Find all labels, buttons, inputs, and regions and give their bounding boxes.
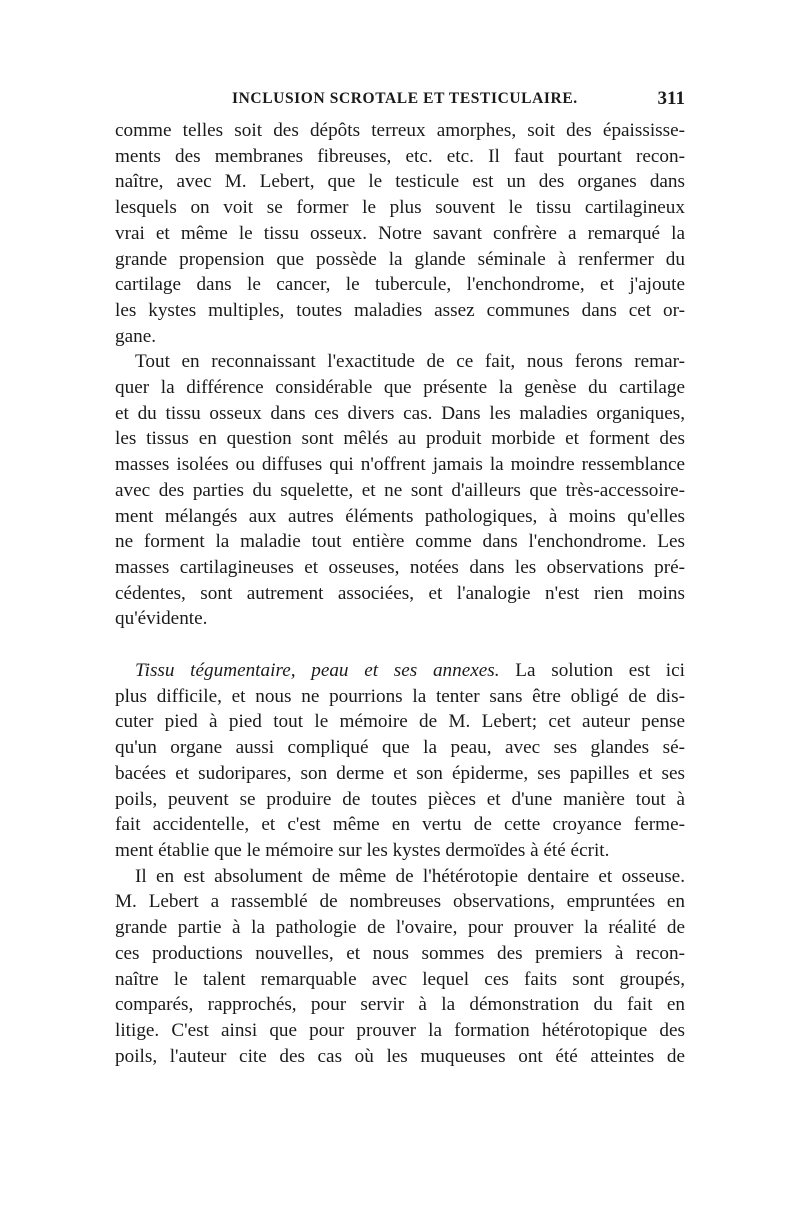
section-heading: Tissu tégumentaire, peau et ses annexes.	[135, 660, 500, 682]
text-line: bacées et sudoripares, son derme et son épiderme, ses papilles et ses	[115, 762, 685, 784]
page-number: 311	[657, 88, 685, 109]
paragraph-2	[115, 349, 685, 632]
running-header	[115, 88, 685, 118]
text-line: poils, l'auteur cite des cas où les muqueuses ont été atteintes de	[115, 1045, 685, 1067]
text-line: qu'un organe aussi compliqué que la peau, avec ses glandes sé-	[115, 737, 685, 759]
text-line: masses isolées ou diffuses qui n'offrent jamais la moindre ressemblance	[115, 454, 685, 476]
text-line: avec des parties du squelette, et ne sont d'ailleurs que très-accessoire-	[115, 479, 685, 501]
text-line: Tout en reconnaissant l'exactitude de ce fait, nous ferons remar-	[135, 351, 685, 373]
text-line: ne forment la maladie tout entière comme dans l'enchondrome. Les	[115, 531, 685, 553]
running-title: INCLUSION SCROTALE ET TESTICULAIRE.	[232, 90, 578, 107]
text-line: et du tissu osseux dans ces divers cas. Dans les maladies organiques,	[115, 402, 685, 424]
text-line: qu'évidente.	[115, 608, 208, 630]
text-line: comme telles soit des dépôts terreux amorphes, soit des épaississe-	[115, 120, 685, 141]
text-line: grande partie à la pathologie de l'ovaire, pour prouver la réalité de	[115, 917, 685, 939]
text-line: vrai et même le tissu osseux. Notre savant confrère a remarqué la	[115, 222, 685, 244]
text-line: cédentes, sont autrement associées, et l'analogie n'est rien moins	[115, 582, 685, 604]
text-line: cartilage dans le cancer, le tubercule, l'enchondrome, et j'ajoute	[115, 274, 685, 296]
section-spacer	[115, 632, 685, 658]
section-first-line: La solution est ici	[515, 660, 685, 682]
section-tegumentaire	[115, 658, 685, 864]
text-line: comparés, rapprochés, pour servir à la démonstration du fait en	[115, 994, 685, 1016]
text-line: grande propension que possède la glande séminale à renfermer du	[115, 248, 685, 270]
text-line: poils, peuvent se produire de toutes pièces et d'une manière tout à	[115, 788, 685, 810]
text-line: les kystes multiples, toutes maladies assez communes dans cet or-	[115, 299, 685, 321]
text-line: ment mélangés aux autres éléments pathologiques, à moins qu'elles	[115, 505, 685, 527]
text-line: plus difficile, et nous ne pourrions la tenter sans être obligé de dis-	[115, 685, 685, 707]
text-line: Il en est absolument de même de l'hétérotopie dentaire et osseuse.	[135, 865, 685, 887]
text-line: naître le talent remarquable avec lequel ces faits sont groupés,	[115, 968, 685, 990]
text-line: naître, avec M. Lebert, que le testicule est un des organes dans	[115, 171, 685, 193]
text-line: cuter pied à pied tout le mémoire de M. Lebert; cet auteur pense	[115, 711, 685, 733]
text-line: M. Lebert a rassemblé de nombreuses observations, empruntées en	[115, 891, 685, 913]
text-line: masses cartilagineuses et osseuses, notées dans les observations pré-	[115, 556, 685, 578]
paragraph-1	[115, 118, 685, 349]
text-line: ces productions nouvelles, et nous sommes des premiers à recon-	[115, 942, 685, 964]
text-line: lesquels on voit se former le plus souvent le tissu cartilagineux	[115, 197, 685, 219]
text-line: gane.	[115, 325, 157, 347]
book-page	[115, 88, 685, 1069]
text-line	[115, 658, 685, 684]
text-line: fait accidentelle, et c'est même en vertu de cette croyance ferme-	[115, 814, 685, 836]
text-line: litige. C'est ainsi que pour prouver la formation hétérotopique des	[115, 1019, 685, 1041]
text-line: les tissus en question sont mêlés au produit morbide et forment des	[115, 428, 685, 450]
text-line: quer la différence considérable que présente la genèse du cartilage	[115, 377, 685, 399]
text-line: ment établie que le mémoire sur les kystes dermoïdes à été écrit.	[115, 839, 610, 861]
text-line: ments des membranes fibreuses, etc. etc. Il faut pourtant recon-	[115, 145, 685, 167]
paragraph-final	[115, 864, 685, 1070]
body-text	[115, 118, 685, 1069]
